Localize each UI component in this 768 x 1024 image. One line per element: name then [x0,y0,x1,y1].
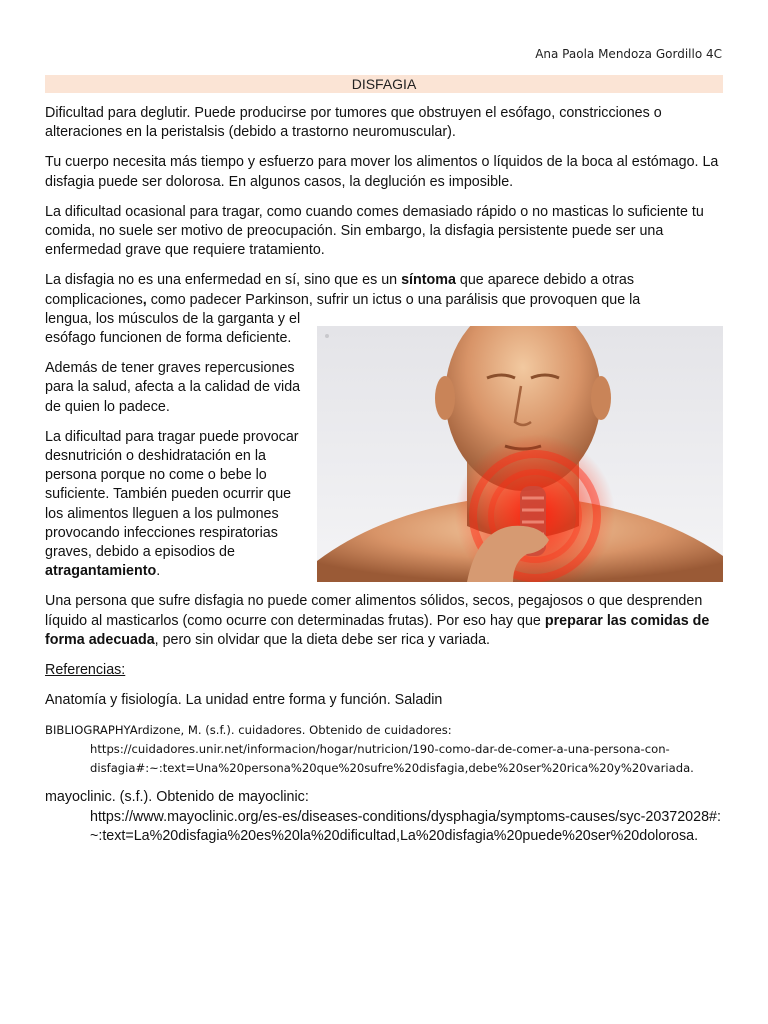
paragraph-repercussions: Además de tener graves repercusiones para la salud, afecta a la calidad de vida de quien lo padece. [45,360,301,415]
document-body [45,104,723,846]
ardizone-url[interactable]: https://cuidadores.unir.net/informacion/hogar/nutricion/190-como-dar-de-comer-a-una-persona-con-disfagia#:~:text=Una%20persona%20que%20sufre%20disfagia,debe%20ser%20rica%20y%20variada. [90,742,694,776]
paragraph-effort: Tu cuerpo necesita más tiempo y esfuerzo para mover los alimentos o líquidos de la boca al estómago. La disfagia puede ser dolorosa. En algunos casos, la deglución es imposible. [45,154,719,190]
symptom-text-a: La disfagia no es una enfermedad en sí, sino que es un [45,272,402,289]
malnutrition-end: . [156,563,161,580]
symptom-text-b: que aparece debido a otras complicaciones [45,272,634,308]
diet-bold: preparar las comidas de forma adecuada [45,612,710,648]
symptom-text-c: como padecer Parkinson, sufrir un ictus o una parálisis que provoquen que la [146,291,641,308]
choking-bold: atragantamiento [45,563,157,580]
reference-ardizone [45,721,723,778]
mayoclinic-citation: mayoclinic. (s.f.). Obtenido de mayoclinic: [45,789,309,806]
malnutrition-text: La dificultad para tragar puede provocar desnutrición o deshidratación en la persona porque no come o bebe lo suficiente. También pueden ocurrir que los alimentos lleguen a los pulmones provocando infecciones respiratorias graves, debido a episodios de [45,428,299,561]
reference-mayoclinic [45,788,723,846]
paragraph-occasional: La dificultad ocasional para tragar, como cuando comes demasiado rápido o no masticas lo suficiente tu comida, no suele ser motivo de preocupación. Sin embargo, la disfagia persistente puede ser una enfermedad grave que requiere tratamiento. [45,203,704,259]
symptom-comma: , [142,291,147,308]
symptom-bold: síntoma [401,272,456,289]
paragraph-diet [45,592,723,650]
author-name: Ana Paola Mendoza Gordillo 4C [535,47,722,61]
ardizone-citation: BIBLIOGRAPHYArdizone, M. (s.f.). cuidadores. Obtenido de cuidadores: [45,723,452,738]
paragraph-malnutrition [45,428,307,582]
references-heading: Referencias: [45,662,126,679]
paragraph-symptom-cont: lengua, los músculos de la garganta y el esófago funcionen de forma deficiente. [45,310,301,347]
document-title: DISFAGIA [45,75,723,93]
diet-text-a: Una persona que sufre disfagia no puede comer alimentos sólidos, secos, pegajosos o que desprenden líquido al masticarlos (como ocurre con determinadas frutas). Por eso hay que [45,593,703,629]
mayoclinic-url[interactable]: https://www.mayoclinic.org/es-es/diseases-conditions/dysphagia/symptoms-causes/syc-20372028#:~:text=La%20disfagia%20es%20la%20dificultad,La%20disfagia%20puede%20ser%20dolorosa. [90,808,721,844]
diet-text-b: , pero sin olvidar que la dieta debe ser rica y variada. [154,631,491,648]
paragraph-symptom [45,271,723,309]
reference-book: Anatomía y fisiología. La unidad entre forma y función. Saladin [45,692,443,709]
paragraph-definition: Dificultad para deglutir. Puede producirse por tumores que obstruyen el esófago, constricciones o alteraciones en la peristalsis (debido a trastorno neuromuscular). [45,105,662,141]
